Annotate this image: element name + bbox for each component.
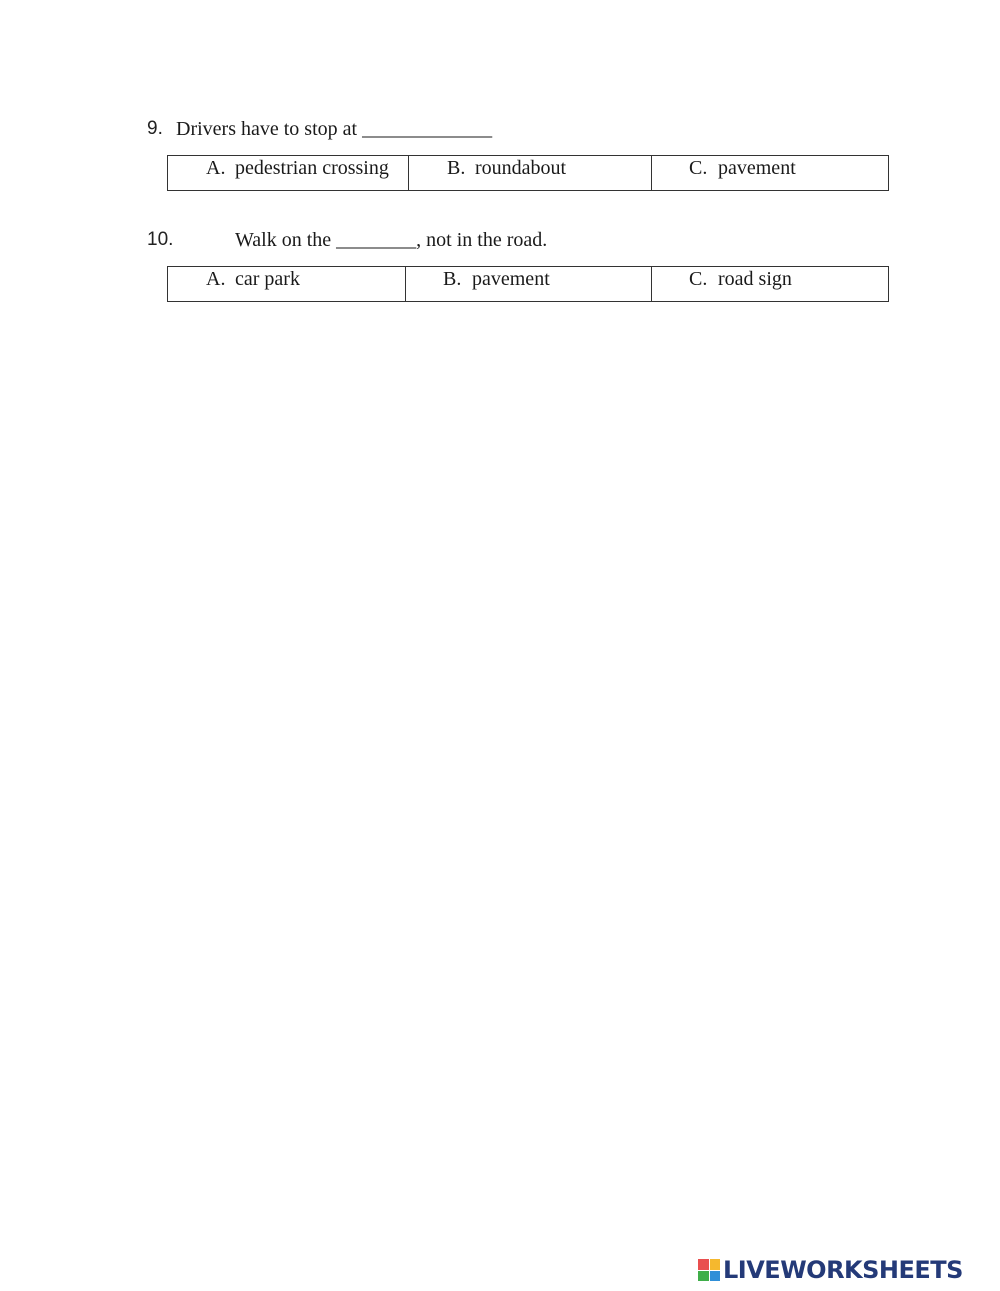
option-text: road sign: [718, 268, 792, 290]
option-a[interactable]: [168, 267, 405, 301]
option-letter: B.: [443, 268, 462, 290]
question-number: 10.: [147, 229, 174, 250]
option-letter: B.: [447, 157, 466, 179]
option-letter: C.: [689, 268, 708, 290]
options-table: [167, 155, 889, 191]
option-letter: C.: [689, 157, 708, 179]
logo-icon: [698, 1259, 720, 1281]
option-c[interactable]: [651, 156, 888, 190]
option-b[interactable]: [405, 267, 651, 301]
logo-square-icon: [710, 1271, 721, 1282]
logo-square-icon: [698, 1271, 709, 1282]
option-text: roundabout: [475, 157, 567, 179]
options-table: [167, 266, 889, 302]
liveworksheets-logo: [698, 1256, 963, 1284]
option-c[interactable]: [651, 267, 888, 301]
option-b[interactable]: [408, 156, 651, 190]
question-number: 9.: [147, 118, 163, 139]
logo-square-icon: [698, 1259, 709, 1270]
logo-square-icon: [710, 1259, 721, 1270]
option-letter: A.: [206, 157, 226, 179]
option-a[interactable]: [168, 156, 408, 190]
logo-text: LIVEWORKSHEETS: [723, 1256, 963, 1284]
option-text: pavement: [472, 268, 550, 290]
option-text: car park: [235, 268, 300, 290]
question-text: Walk on the ________, not in the road.: [235, 229, 548, 251]
option-text: pedestrian crossing: [235, 157, 389, 179]
question-text: Drivers have to stop at _____________: [176, 118, 493, 140]
option-text: pavement: [718, 157, 796, 179]
option-letter: A.: [206, 268, 226, 290]
